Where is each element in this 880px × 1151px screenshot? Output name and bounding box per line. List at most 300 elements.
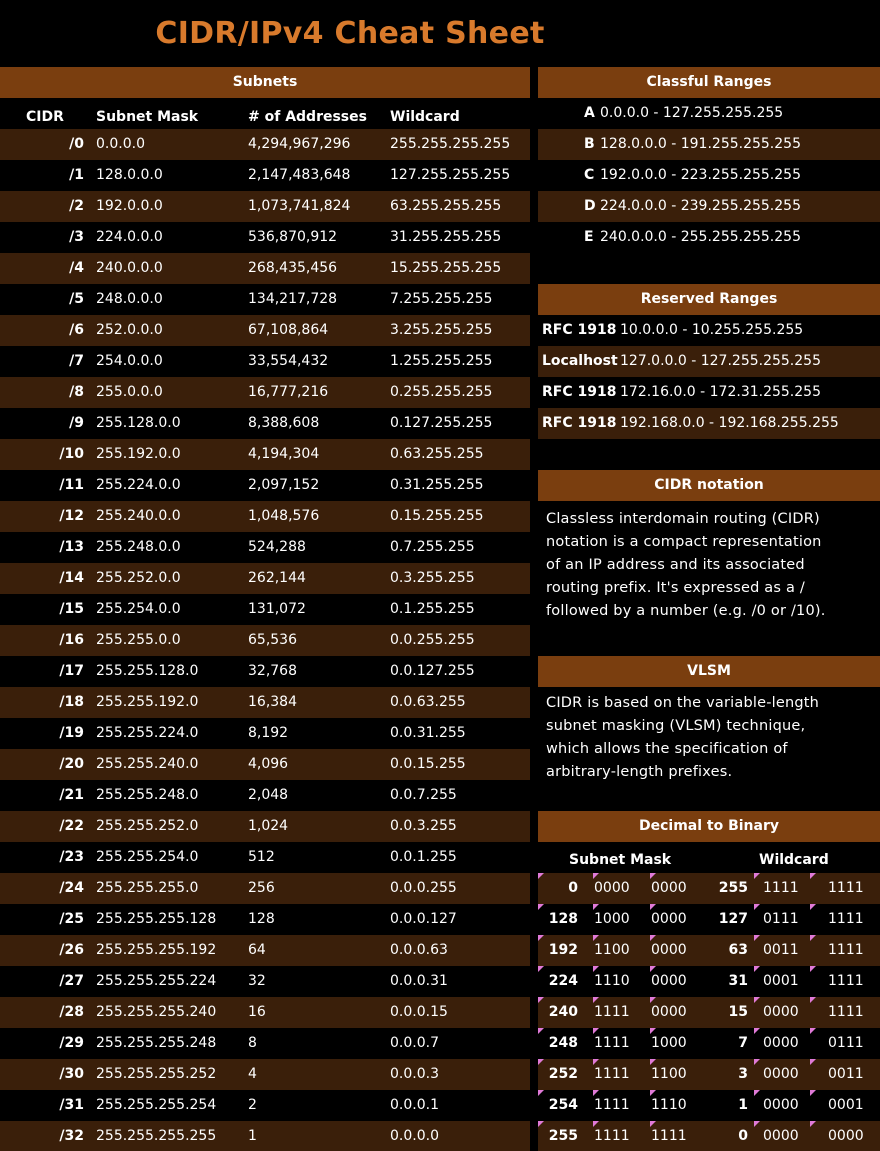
wildcard-cell: 0.0.7.255 xyxy=(390,787,457,803)
mask-low-nibble: 0000 xyxy=(651,942,687,958)
addresses-cell: 1,073,741,824 xyxy=(248,198,351,214)
mask-high-nibble: 0000 xyxy=(594,880,630,896)
mask-low-nibble: 0000 xyxy=(651,911,687,927)
subnet-mask-cell: 255.252.0.0 xyxy=(96,570,181,586)
addresses-cell: 33,554,432 xyxy=(248,353,329,369)
reserved-row xyxy=(538,346,880,377)
binary-row xyxy=(538,1028,880,1059)
cidr-cell: /15 xyxy=(59,601,84,617)
mask-low-nibble: 1000 xyxy=(651,1035,687,1051)
subnet-mask-cell: 240.0.0.0 xyxy=(96,260,163,276)
cidr-cell: /16 xyxy=(59,632,84,648)
reserved-label: RFC 1918 xyxy=(542,322,617,338)
column-header-subnet-mask: Subnet Mask xyxy=(96,109,199,125)
subnet-mask-cell: 254.0.0.0 xyxy=(96,353,163,369)
binary-row xyxy=(538,935,880,966)
mask-decimal: 192 xyxy=(548,942,578,958)
text-line: notation is a compact representation xyxy=(546,534,822,550)
subnet-row xyxy=(0,563,530,594)
subnet-mask-cell: 255.255.255.248 xyxy=(96,1035,217,1051)
cidr-cell: /25 xyxy=(59,911,84,927)
subnet-row xyxy=(0,191,530,222)
wildcard-high-nibble: 0000 xyxy=(763,1128,799,1144)
wildcard-low-nibble: 0011 xyxy=(828,1066,864,1082)
binary-table xyxy=(538,873,880,1151)
wildcard-low-nibble: 1111 xyxy=(828,942,864,958)
mask-low-nibble: 0000 xyxy=(651,880,687,896)
addresses-cell: 131,072 xyxy=(248,601,306,617)
addresses-cell: 4,096 xyxy=(248,756,289,772)
addresses-cell: 2,147,483,648 xyxy=(248,167,351,183)
mask-low-nibble: 1100 xyxy=(651,1066,687,1082)
cidr-cell: /11 xyxy=(59,477,84,493)
subnet-mask-cell: 255.255.255.0 xyxy=(96,880,199,896)
text-line: Classless interdomain routing (CIDR) xyxy=(546,511,820,527)
subnet-row xyxy=(0,780,530,811)
wildcard-cell: 255.255.255.255 xyxy=(390,136,511,152)
cidr-cell: /19 xyxy=(59,725,84,741)
wildcard-cell: 0.0.31.255 xyxy=(390,725,466,741)
addresses-cell: 67,108,864 xyxy=(248,322,329,338)
binary-row xyxy=(538,997,880,1028)
cidr-cell: /20 xyxy=(59,756,84,772)
subnet-row xyxy=(0,873,530,904)
wildcard-high-nibble: 0000 xyxy=(763,1004,799,1020)
wildcard-decimal: 255 xyxy=(718,880,748,896)
mask-decimal: 224 xyxy=(548,973,578,989)
addresses-cell: 16,384 xyxy=(248,694,297,710)
wildcard-cell: 7.255.255.255 xyxy=(390,291,493,307)
cidr-cell: /1 xyxy=(69,167,84,183)
subnet-mask-cell: 255.255.255.252 xyxy=(96,1066,217,1082)
comment-marker-icon xyxy=(810,1028,816,1034)
subnet-row xyxy=(0,470,530,501)
subnet-mask-cell: 255.254.0.0 xyxy=(96,601,181,617)
classful-row xyxy=(538,98,880,129)
classful-row xyxy=(538,191,880,222)
wildcard-cell: 0.0.0.31 xyxy=(390,973,448,989)
wildcard-low-nibble: 1111 xyxy=(828,880,864,896)
addresses-cell: 2,097,152 xyxy=(248,477,320,493)
classful-heading: Classful Ranges xyxy=(538,67,880,98)
comment-marker-icon xyxy=(754,873,760,879)
text-line: subnet masking (VLSM) technique, xyxy=(546,718,806,734)
cidr-cell: /8 xyxy=(69,384,84,400)
binary-column-wildcard: Wildcard xyxy=(759,852,829,868)
comment-marker-icon xyxy=(754,935,760,941)
cidr-cell: /12 xyxy=(59,508,84,524)
column-header-addresses: # of Addresses xyxy=(248,109,367,125)
subnet-row xyxy=(0,966,530,997)
column-header-wildcard: Wildcard xyxy=(390,109,460,125)
addresses-cell: 512 xyxy=(248,849,275,865)
addresses-cell: 8,192 xyxy=(248,725,289,741)
subnet-row xyxy=(0,1121,530,1151)
comment-marker-icon xyxy=(754,1059,760,1065)
wildcard-cell: 0.0.0.255 xyxy=(390,880,457,896)
comment-marker-icon xyxy=(754,1121,760,1127)
subnet-row xyxy=(0,532,530,563)
wildcard-cell: 0.255.255.255 xyxy=(390,384,493,400)
wildcard-low-nibble: 1111 xyxy=(828,1004,864,1020)
subnet-mask-cell: 255.255.224.0 xyxy=(96,725,199,741)
wildcard-cell: 0.0.0.15 xyxy=(390,1004,448,1020)
subnet-mask-cell: 255.240.0.0 xyxy=(96,508,181,524)
subnet-row xyxy=(0,625,530,656)
mask-high-nibble: 1111 xyxy=(594,1097,630,1113)
class-letter: B xyxy=(584,136,595,152)
subnet-mask-cell: 255.248.0.0 xyxy=(96,539,181,555)
comment-marker-icon xyxy=(810,873,816,879)
addresses-cell: 1,048,576 xyxy=(248,508,320,524)
mask-decimal: 128 xyxy=(548,911,578,927)
subnet-mask-cell: 255.255.248.0 xyxy=(96,787,199,803)
addresses-cell: 128 xyxy=(248,911,275,927)
wildcard-cell: 0.0.15.255 xyxy=(390,756,466,772)
wildcard-high-nibble: 0000 xyxy=(763,1066,799,1082)
reserved-range: 172.16.0.0 - 172.31.255.255 xyxy=(620,384,821,400)
wildcard-decimal: 63 xyxy=(728,942,748,958)
vlsm-heading: VLSM xyxy=(538,656,880,687)
comment-marker-icon xyxy=(754,1028,760,1034)
wildcard-high-nibble: 0000 xyxy=(763,1035,799,1051)
mask-low-nibble: 0000 xyxy=(651,1004,687,1020)
wildcard-cell: 1.255.255.255 xyxy=(390,353,493,369)
addresses-cell: 65,536 xyxy=(248,632,297,648)
subnet-mask-cell: 255.255.240.0 xyxy=(96,756,199,772)
binary-row xyxy=(538,1121,880,1151)
wildcard-high-nibble: 0111 xyxy=(763,911,799,927)
addresses-cell: 1 xyxy=(248,1128,257,1144)
reserved-range: 127.0.0.0 - 127.255.255.255 xyxy=(620,353,821,369)
wildcard-cell: 0.7.255.255 xyxy=(390,539,475,555)
subnets-heading: Subnets xyxy=(0,67,530,98)
subnet-mask-cell: 248.0.0.0 xyxy=(96,291,163,307)
cidr-cell: /27 xyxy=(59,973,84,989)
addresses-cell: 1,024 xyxy=(248,818,289,834)
class-range: 128.0.0.0 - 191.255.255.255 xyxy=(600,136,801,152)
mask-decimal: 240 xyxy=(548,1004,578,1020)
subnet-mask-cell: 255.255.0.0 xyxy=(96,632,181,648)
subnet-row xyxy=(0,315,530,346)
wildcard-cell: 0.0.0.3 xyxy=(390,1066,439,1082)
cidr-cell: /22 xyxy=(59,818,84,834)
mask-low-nibble: 1111 xyxy=(651,1128,687,1144)
wildcard-cell: 0.0.63.255 xyxy=(390,694,466,710)
cidr-notation-text xyxy=(546,508,876,623)
addresses-cell: 268,435,456 xyxy=(248,260,338,276)
subnet-mask-cell: 255.255.255.224 xyxy=(96,973,217,989)
wildcard-cell: 0.0.127.255 xyxy=(390,663,475,679)
class-range: 192.0.0.0 - 223.255.255.255 xyxy=(600,167,801,183)
mask-low-nibble: 1110 xyxy=(651,1097,687,1113)
wildcard-decimal: 7 xyxy=(738,1035,748,1051)
addresses-cell: 32 xyxy=(248,973,266,989)
mask-decimal: 0 xyxy=(568,880,578,896)
comment-marker-icon xyxy=(810,966,816,972)
subnets-table-header xyxy=(0,98,530,129)
subnet-row xyxy=(0,997,530,1028)
mask-decimal: 248 xyxy=(548,1035,578,1051)
wildcard-cell: 3.255.255.255 xyxy=(390,322,493,338)
comment-marker-icon xyxy=(754,966,760,972)
text-line: arbitrary-length prefixes. xyxy=(546,764,733,780)
comment-marker-icon xyxy=(754,904,760,910)
subnet-row xyxy=(0,1090,530,1121)
subnets-table xyxy=(0,98,530,1151)
wildcard-cell: 0.0.255.255 xyxy=(390,632,475,648)
subnet-mask-cell: 128.0.0.0 xyxy=(96,167,163,183)
reserved-range: 10.0.0.0 - 10.255.255.255 xyxy=(620,322,804,338)
mask-decimal: 254 xyxy=(548,1097,578,1113)
subnet-mask-cell: 192.0.0.0 xyxy=(96,198,163,214)
addresses-cell: 8,388,608 xyxy=(248,415,320,431)
subnet-row xyxy=(0,687,530,718)
subnet-row xyxy=(0,284,530,315)
subnet-row xyxy=(0,501,530,532)
subnet-row xyxy=(0,811,530,842)
column-header-cidr: CIDR xyxy=(26,109,64,125)
wildcard-low-nibble: 1111 xyxy=(828,911,864,927)
binary-column-subnet-mask: Subnet Mask xyxy=(569,852,672,868)
wildcard-cell: 0.0.0.7 xyxy=(390,1035,439,1051)
mask-high-nibble: 1111 xyxy=(594,1066,630,1082)
subnet-row xyxy=(0,1059,530,1090)
subnet-row xyxy=(0,129,530,160)
cidr-cell: /29 xyxy=(59,1035,84,1051)
addresses-cell: 262,144 xyxy=(248,570,306,586)
mask-high-nibble: 1111 xyxy=(594,1035,630,1051)
text-line: of an IP address and its associated xyxy=(546,557,805,573)
subnet-mask-cell: 255.255.255.192 xyxy=(96,942,217,958)
subnet-row xyxy=(0,749,530,780)
wildcard-cell: 0.0.0.63 xyxy=(390,942,448,958)
class-range: 224.0.0.0 - 239.255.255.255 xyxy=(600,198,801,214)
binary-row xyxy=(538,1090,880,1121)
subnet-row xyxy=(0,222,530,253)
text-line: routing prefix. It's expressed as a / xyxy=(546,580,805,596)
wildcard-cell: 15.255.255.255 xyxy=(390,260,502,276)
subnet-mask-cell: 255.255.128.0 xyxy=(96,663,199,679)
binary-row xyxy=(538,873,880,904)
addresses-cell: 64 xyxy=(248,942,266,958)
wildcard-high-nibble: 0001 xyxy=(763,973,799,989)
wildcard-low-nibble: 0000 xyxy=(828,1128,864,1144)
comment-marker-icon xyxy=(754,1090,760,1096)
wildcard-cell: 63.255.255.255 xyxy=(390,198,502,214)
addresses-cell: 4,194,304 xyxy=(248,446,320,462)
text-line: CIDR is based on the variable-length xyxy=(546,695,820,711)
wildcard-decimal: 127 xyxy=(718,911,748,927)
class-range: 0.0.0.0 - 127.255.255.255 xyxy=(600,105,784,121)
subnet-row xyxy=(0,408,530,439)
subnet-row xyxy=(0,346,530,377)
subnet-row xyxy=(0,439,530,470)
wildcard-decimal: 15 xyxy=(728,1004,748,1020)
mask-high-nibble: 1100 xyxy=(594,942,630,958)
wildcard-decimal: 1 xyxy=(738,1097,748,1113)
mask-high-nibble: 1110 xyxy=(594,973,630,989)
subnet-mask-cell: 255.255.255.255 xyxy=(96,1128,217,1144)
cidr-cell: /9 xyxy=(69,415,84,431)
classful-table xyxy=(538,98,880,253)
comment-marker-icon xyxy=(810,997,816,1003)
subnet-row xyxy=(0,160,530,191)
cidr-cell: /2 xyxy=(69,198,84,214)
binary-heading: Decimal to Binary xyxy=(538,811,880,842)
subnet-mask-cell: 255.255.192.0 xyxy=(96,694,199,710)
cidr-cell: /0 xyxy=(69,136,84,152)
subnet-mask-cell: 255.255.255.128 xyxy=(96,911,217,927)
subnet-row xyxy=(0,377,530,408)
subnet-row xyxy=(0,1028,530,1059)
wildcard-high-nibble: 1111 xyxy=(763,880,799,896)
reserved-range: 192.168.0.0 - 192.168.255.255 xyxy=(620,415,839,431)
wildcard-cell: 0.63.255.255 xyxy=(390,446,484,462)
wildcard-cell: 0.127.255.255 xyxy=(390,415,493,431)
classful-row xyxy=(538,129,880,160)
class-letter: D xyxy=(584,198,596,214)
cidr-cell: /31 xyxy=(59,1097,84,1113)
addresses-cell: 2,048 xyxy=(248,787,289,803)
class-range: 240.0.0.0 - 255.255.255.255 xyxy=(600,229,801,245)
subnet-mask-cell: 224.0.0.0 xyxy=(96,229,163,245)
subnet-mask-cell: 255.224.0.0 xyxy=(96,477,181,493)
binary-row xyxy=(538,904,880,935)
cidr-cell: /32 xyxy=(59,1128,84,1144)
class-letter: A xyxy=(584,105,595,121)
mask-high-nibble: 1111 xyxy=(594,1128,630,1144)
mask-high-nibble: 1000 xyxy=(594,911,630,927)
cidr-cell: /21 xyxy=(59,787,84,803)
comment-marker-icon xyxy=(810,935,816,941)
cidr-cell: /23 xyxy=(59,849,84,865)
subnet-mask-cell: 252.0.0.0 xyxy=(96,322,163,338)
comment-marker-icon xyxy=(754,997,760,1003)
wildcard-decimal: 31 xyxy=(728,973,748,989)
wildcard-low-nibble: 1111 xyxy=(828,973,864,989)
cidr-cell: /10 xyxy=(59,446,84,462)
subnet-row xyxy=(0,253,530,284)
page-title: CIDR/IPv4 Cheat Sheet xyxy=(155,16,545,51)
subnet-mask-cell: 255.0.0.0 xyxy=(96,384,163,400)
comment-marker-icon xyxy=(810,1121,816,1127)
cidr-cell: /3 xyxy=(69,229,84,245)
cidr-cell: /7 xyxy=(69,353,84,369)
addresses-cell: 536,870,912 xyxy=(248,229,338,245)
cidr-cell: /4 xyxy=(69,260,84,276)
classful-row xyxy=(538,160,880,191)
vlsm-text xyxy=(546,692,876,784)
cidr-cell: /6 xyxy=(69,322,84,338)
cidr-cell: /30 xyxy=(59,1066,84,1082)
mask-decimal: 252 xyxy=(548,1066,578,1082)
cidr-cell: /14 xyxy=(59,570,84,586)
wildcard-cell: 31.255.255.255 xyxy=(390,229,502,245)
reserved-row xyxy=(538,377,880,408)
addresses-cell: 256 xyxy=(248,880,275,896)
comment-marker-icon xyxy=(810,1059,816,1065)
wildcard-cell: 0.3.255.255 xyxy=(390,570,475,586)
subnet-row xyxy=(0,594,530,625)
wildcard-cell: 0.0.3.255 xyxy=(390,818,457,834)
comment-marker-icon xyxy=(810,904,816,910)
addresses-cell: 524,288 xyxy=(248,539,306,555)
subnet-mask-cell: 255.255.255.254 xyxy=(96,1097,217,1113)
cidr-notation-heading: CIDR notation xyxy=(538,470,880,501)
subnet-mask-cell: 255.128.0.0 xyxy=(96,415,181,431)
cidr-cell: /18 xyxy=(59,694,84,710)
cidr-cell: /5 xyxy=(69,291,84,307)
addresses-cell: 4 xyxy=(248,1066,257,1082)
wildcard-decimal: 3 xyxy=(738,1066,748,1082)
reserved-label: Localhost xyxy=(542,353,618,369)
addresses-cell: 2 xyxy=(248,1097,257,1113)
subnet-mask-cell: 0.0.0.0 xyxy=(96,136,145,152)
text-line: which allows the specification of xyxy=(546,741,788,757)
binary-row xyxy=(538,966,880,997)
class-letter: C xyxy=(584,167,595,183)
addresses-cell: 16 xyxy=(248,1004,266,1020)
addresses-cell: 16,777,216 xyxy=(248,384,329,400)
class-letter: E xyxy=(584,229,594,245)
text-line: followed by a number (e.g. /0 or /10). xyxy=(546,603,826,619)
mask-low-nibble: 0000 xyxy=(651,973,687,989)
subnet-row xyxy=(0,656,530,687)
wildcard-cell: 0.1.255.255 xyxy=(390,601,475,617)
subnet-row xyxy=(0,842,530,873)
binary-row xyxy=(538,1059,880,1090)
wildcard-cell: 127.255.255.255 xyxy=(390,167,511,183)
reserved-table xyxy=(538,315,880,439)
cidr-cell: /17 xyxy=(59,663,84,679)
reserved-row xyxy=(538,315,880,346)
wildcard-decimal: 0 xyxy=(738,1128,748,1144)
wildcard-low-nibble: 0111 xyxy=(828,1035,864,1051)
wildcard-cell: 0.0.0.1 xyxy=(390,1097,439,1113)
cidr-cell: /13 xyxy=(59,539,84,555)
wildcard-low-nibble: 0001 xyxy=(828,1097,864,1113)
addresses-cell: 4,294,967,296 xyxy=(248,136,351,152)
wildcard-cell: 0.31.255.255 xyxy=(390,477,484,493)
reserved-row xyxy=(538,408,880,439)
wildcard-cell: 0.0.0.127 xyxy=(390,911,457,927)
classful-row xyxy=(538,222,880,253)
subnet-row xyxy=(0,904,530,935)
subnet-row xyxy=(0,935,530,966)
wildcard-cell: 0.0.1.255 xyxy=(390,849,457,865)
addresses-cell: 32,768 xyxy=(248,663,297,679)
reserved-label: RFC 1918 xyxy=(542,384,617,400)
cidr-cell: /26 xyxy=(59,942,84,958)
mask-decimal: 255 xyxy=(548,1128,578,1144)
addresses-cell: 8 xyxy=(248,1035,257,1051)
wildcard-high-nibble: 0000 xyxy=(763,1097,799,1113)
mask-high-nibble: 1111 xyxy=(594,1004,630,1020)
cidr-cell: /28 xyxy=(59,1004,84,1020)
comment-marker-icon xyxy=(810,1090,816,1096)
wildcard-cell: 0.15.255.255 xyxy=(390,508,484,524)
subnet-mask-cell: 255.192.0.0 xyxy=(96,446,181,462)
subnet-mask-cell: 255.255.254.0 xyxy=(96,849,199,865)
addresses-cell: 134,217,728 xyxy=(248,291,338,307)
reserved-label: RFC 1918 xyxy=(542,415,617,431)
subnet-row xyxy=(0,718,530,749)
reserved-heading: Reserved Ranges xyxy=(538,284,880,315)
cidr-cell: /24 xyxy=(59,880,84,896)
wildcard-high-nibble: 0011 xyxy=(763,942,799,958)
wildcard-cell: 0.0.0.0 xyxy=(390,1128,439,1144)
